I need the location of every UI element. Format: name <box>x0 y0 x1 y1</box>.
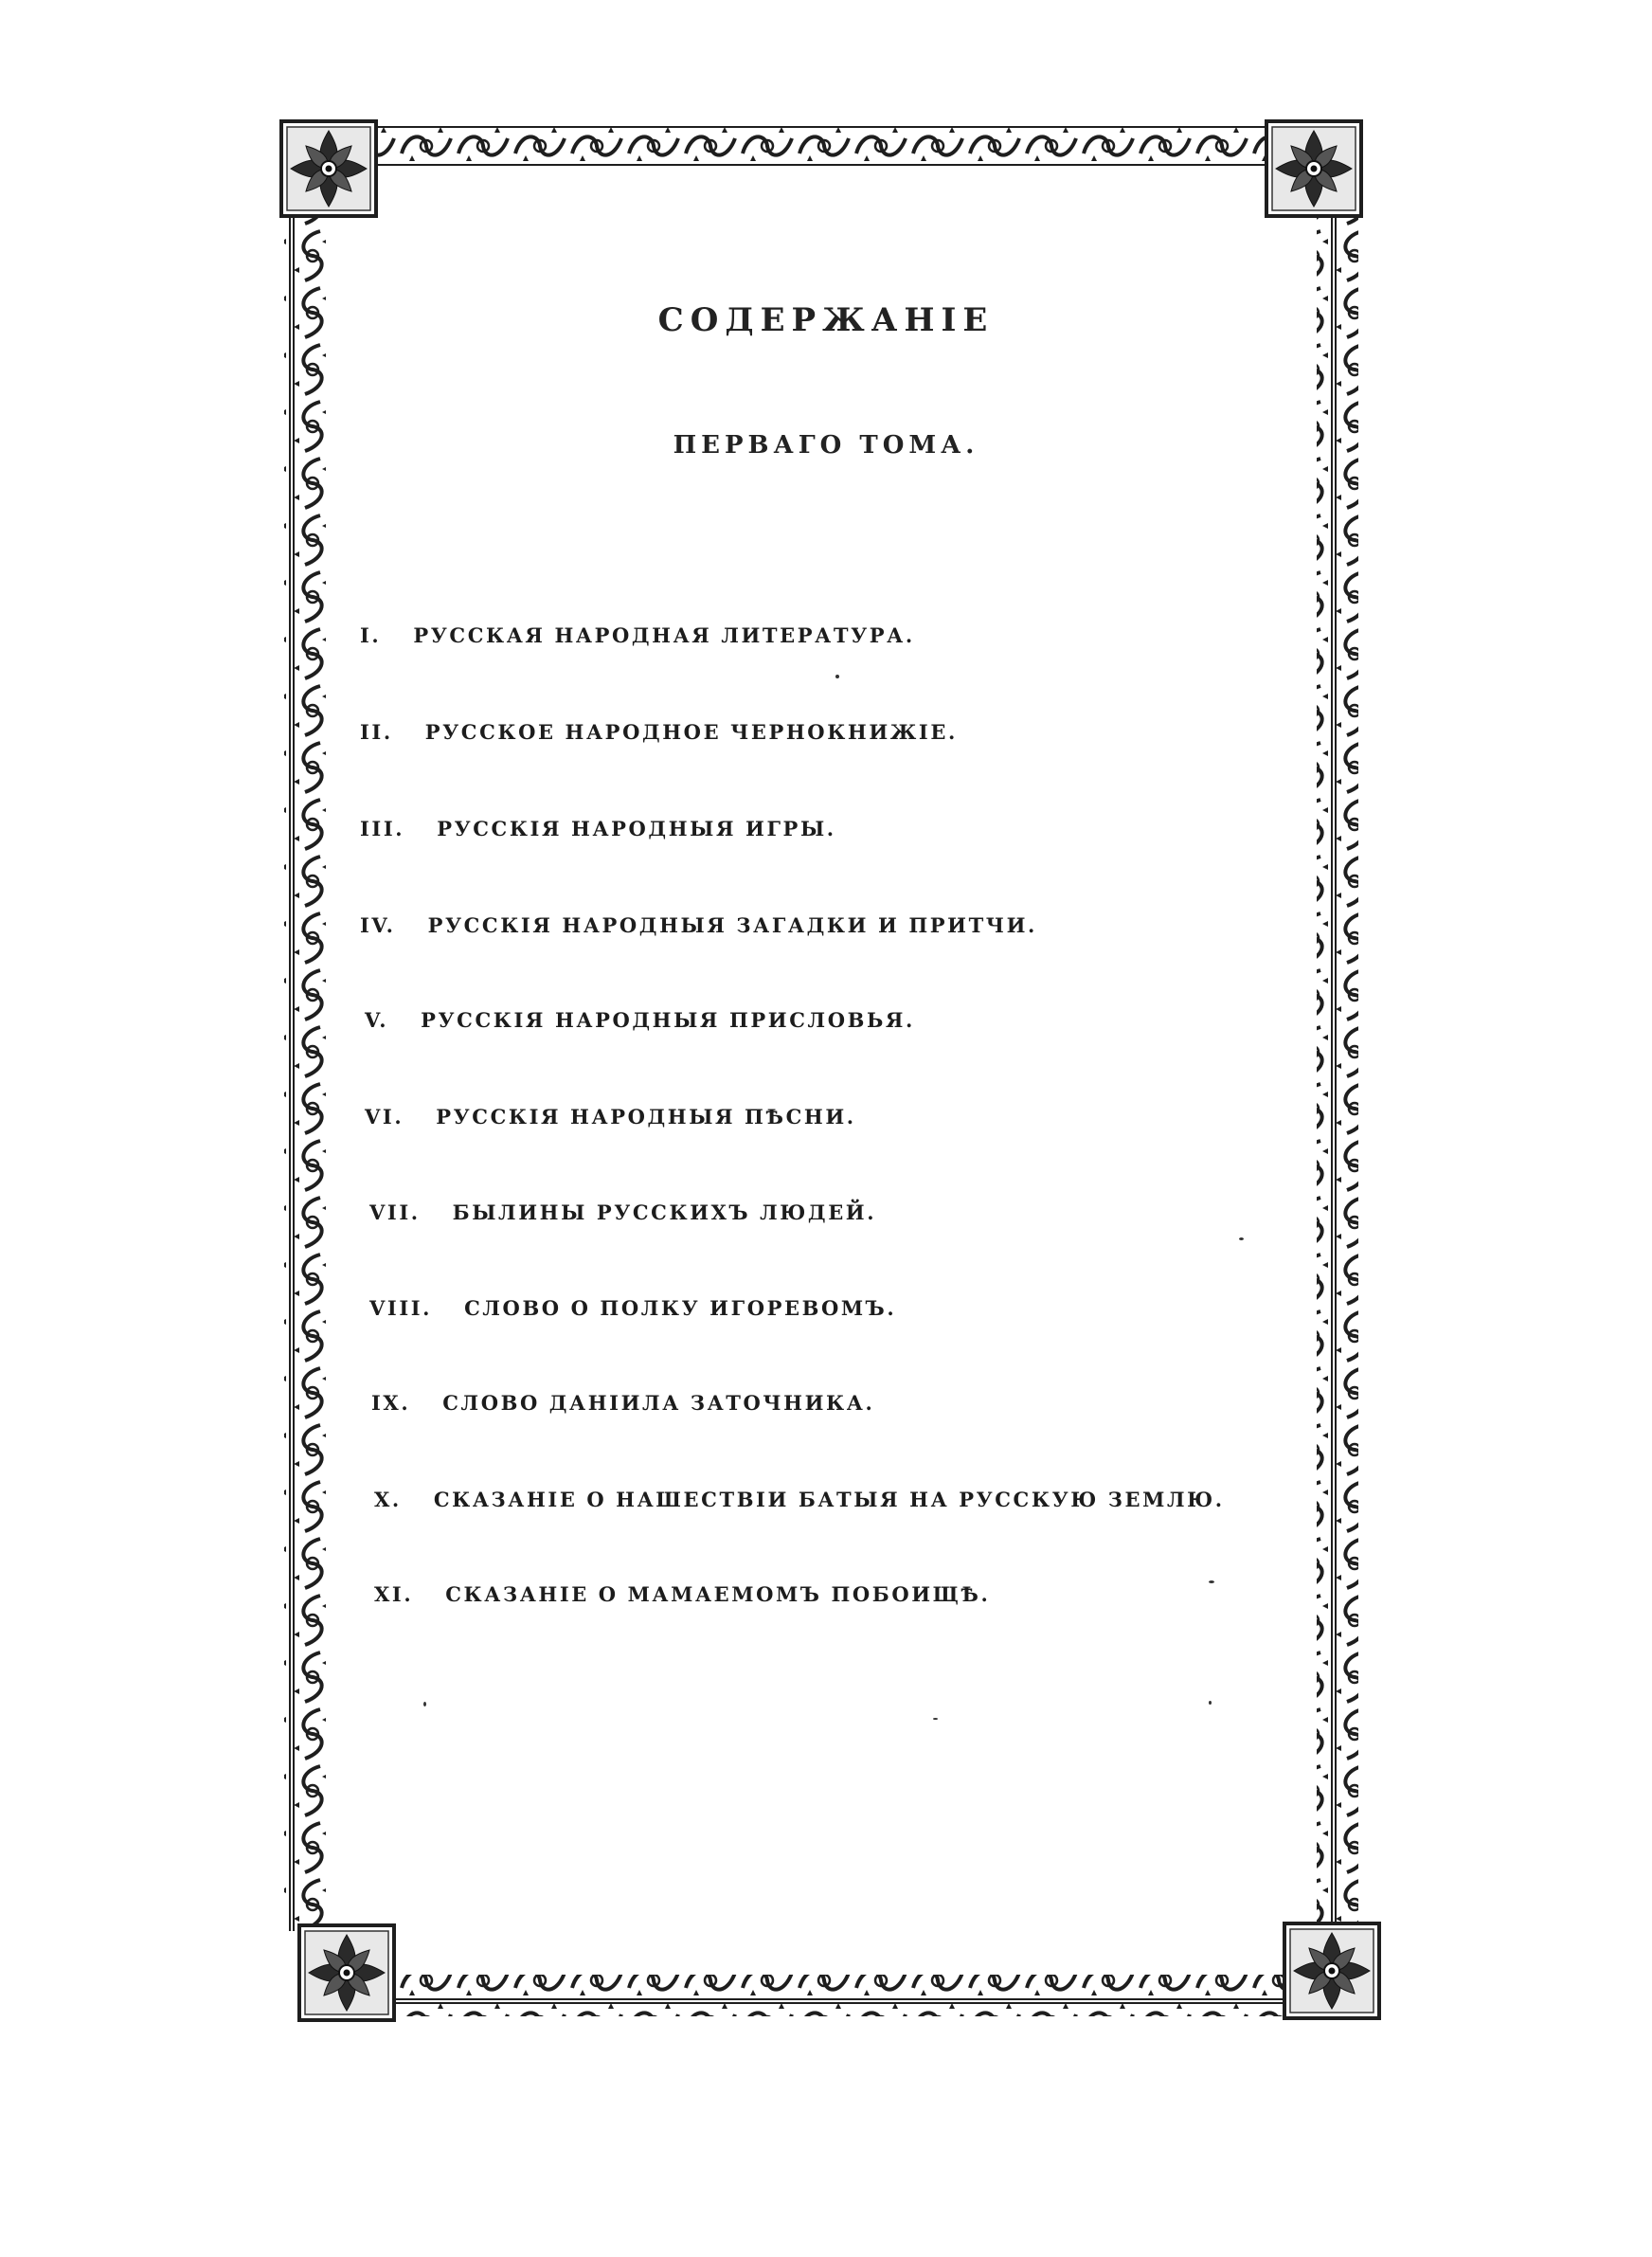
toc-text: СКАЗАНІЕ О НАШЕСТВІИ БАТЫЯ НА РУССКУЮ ЗЕМЛЮ. <box>433 1488 1225 1511</box>
toc-entry-3 <box>360 817 836 840</box>
toc-number: VII. <box>369 1201 421 1224</box>
toc-text: РУССКІЯ НАРОДНЫЯ ПРИСЛОВЬЯ. <box>421 1008 915 1032</box>
corner-rosette-top-right <box>1266 121 1361 216</box>
scan-speck <box>1239 1237 1244 1240</box>
right-border <box>1317 216 1358 1931</box>
toc-text: БЫЛИНЫ РУССКИХЪ ЛЮДЕЙ. <box>452 1201 877 1224</box>
corner-rosette-top-left <box>281 121 376 216</box>
toc-text: РУССКОЕ НАРОДНОЕ ЧЕРНОКНИЖІЕ. <box>424 720 958 744</box>
toc-number: II. <box>360 720 393 744</box>
toc-number: X. <box>374 1488 402 1511</box>
toc-text: РУССКІЯ НАРОДНЫЯ ЗАГАДКИ И ПРИТЧИ. <box>427 913 1037 937</box>
toc-text: РУССКІЯ НАРОДНЫЯ ИГРЫ. <box>437 817 836 840</box>
toc-entry-9 <box>371 1391 874 1415</box>
toc-text: СКАЗАНІЕ О МАМАЕМОМЪ ПОБОИЩѢ. <box>445 1582 991 1606</box>
toc-number: VIII. <box>369 1296 433 1320</box>
toc-text: РУССКІЯ НАРОДНЫЯ ПѢСНИ. <box>436 1105 856 1128</box>
toc-number: V. <box>365 1008 389 1032</box>
left-border <box>284 216 326 1931</box>
toc-text: СЛОВО ДАНІИЛА ЗАТОЧНИКА. <box>442 1391 875 1415</box>
toc-entry-5 <box>365 1008 915 1032</box>
scan-speck <box>1209 1580 1214 1583</box>
toc-text: СЛОВО О ПОЛКУ ИГОРЕВОМЪ. <box>464 1296 897 1320</box>
toc-entry-10 <box>374 1488 1225 1511</box>
toc-entry-2 <box>360 720 958 744</box>
toc-number: VI. <box>365 1105 404 1128</box>
toc-text: РУССКАЯ НАРОДНАЯ ЛИТЕРАТУРА. <box>413 623 915 647</box>
toc-entry-7 <box>369 1201 876 1224</box>
top-border <box>374 124 1265 166</box>
corner-rosette-bottom-left <box>299 1925 394 2020</box>
bottom-border <box>390 1975 1284 2016</box>
page-title: СОДЕРЖАНІЕ <box>657 301 995 339</box>
scan-speck <box>423 1702 426 1706</box>
corner-rosette-bottom-right <box>1284 1923 1379 2018</box>
scan-speck <box>835 675 839 678</box>
toc-number: III. <box>360 817 405 840</box>
toc-entry-8 <box>369 1296 896 1320</box>
toc-number: IX. <box>371 1391 411 1415</box>
scan-speck <box>933 1718 938 1720</box>
toc-entry-1 <box>360 623 915 647</box>
scan-speck <box>1209 1701 1212 1705</box>
toc-entry-11 <box>374 1582 990 1606</box>
toc-number: XI. <box>374 1582 414 1606</box>
toc-number: IV. <box>360 913 396 937</box>
toc-number: I. <box>360 623 382 647</box>
toc-entry-4 <box>360 913 1037 937</box>
toc-entry-6 <box>365 1105 856 1128</box>
page-subtitle: ПЕРВАГО ТОМА. <box>673 431 979 460</box>
